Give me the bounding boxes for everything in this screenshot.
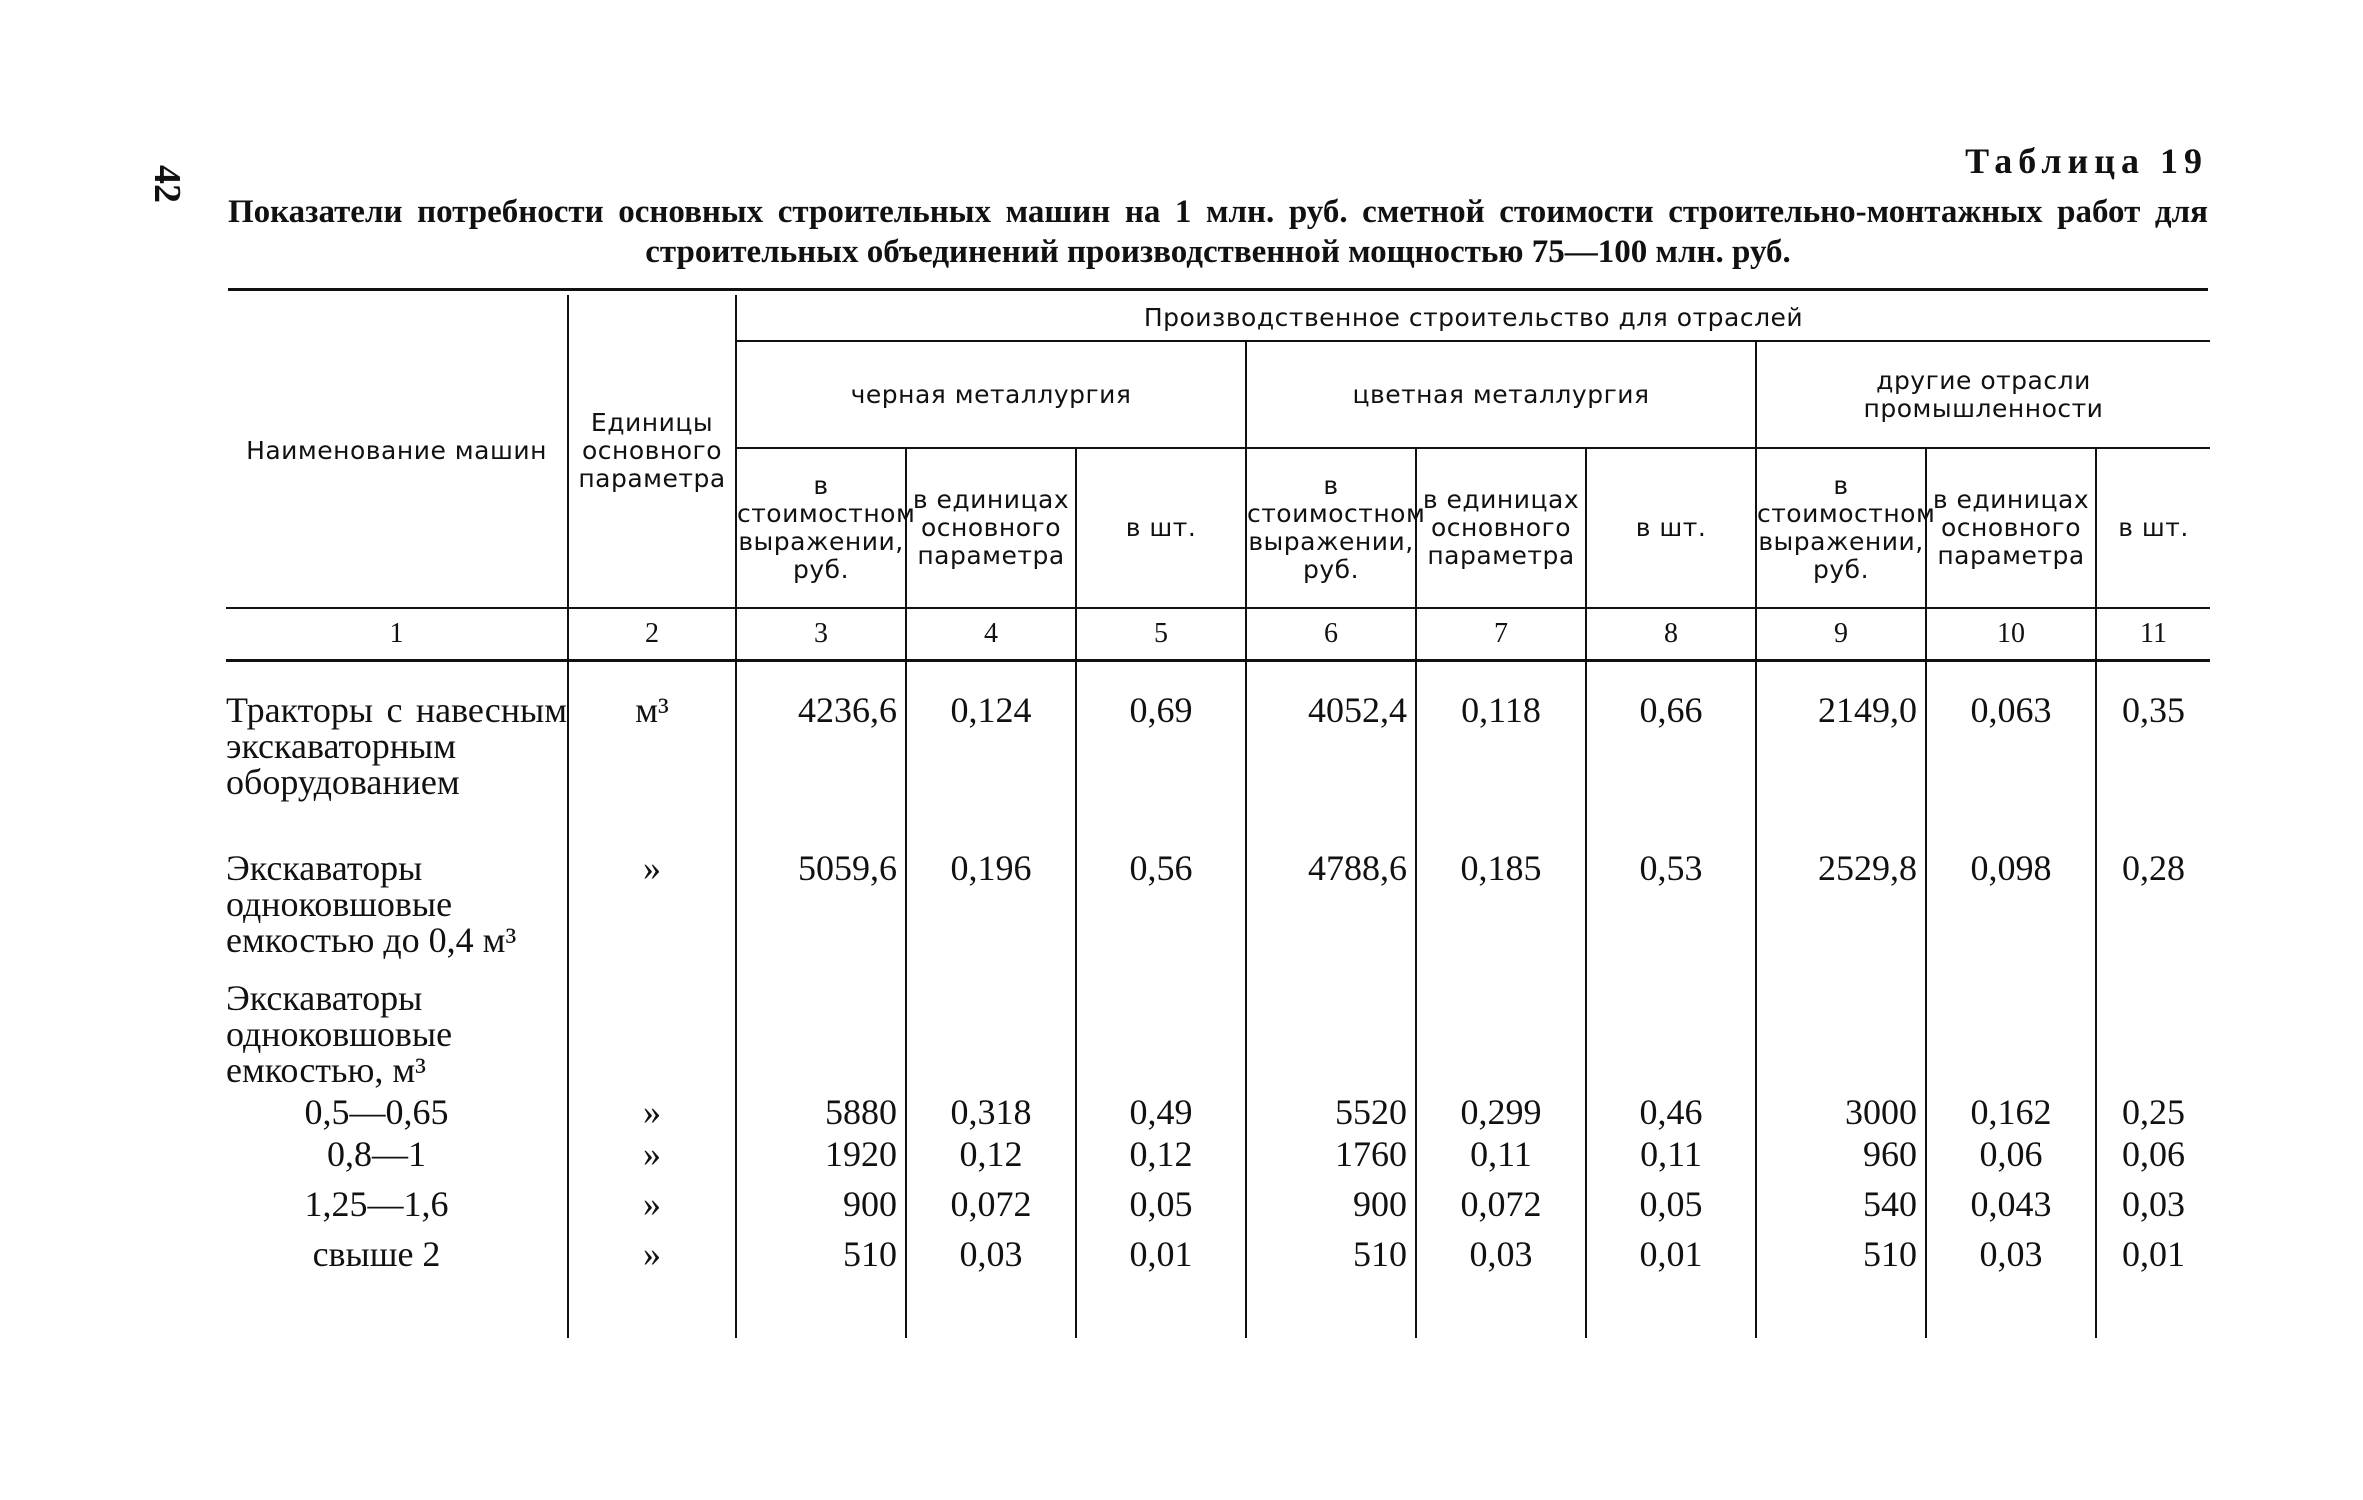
value-cell — [1586, 974, 1756, 1088]
value-cell: 0,072 — [1416, 1180, 1586, 1230]
value-cell: 0,118 — [1416, 686, 1586, 844]
header-group-nonferrous: цветная металлургия — [1246, 341, 1756, 448]
value-cell: 0,53 — [1586, 844, 1756, 974]
value-cell: 0,11 — [1416, 1130, 1586, 1180]
column-number: 11 — [2096, 608, 2210, 661]
value-cell — [1076, 974, 1246, 1088]
column-number: 9 — [1756, 608, 1926, 661]
value-cell: 0,35 — [2096, 686, 2210, 844]
header-col-units: в единицах основного параметра — [906, 448, 1076, 608]
header-unit: Единицы основного параметра — [568, 295, 736, 608]
unit-cell: м³ — [568, 686, 736, 844]
column-number: 6 — [1246, 608, 1416, 661]
value-cell — [906, 974, 1076, 1088]
header-col-pcs: в шт. — [2096, 448, 2210, 608]
value-cell: 0,06 — [1926, 1130, 2096, 1180]
column-number: 10 — [1926, 608, 2096, 661]
value-cell — [1416, 974, 1586, 1088]
unit-cell: » — [568, 1088, 736, 1130]
machine-name: 0,5—0,65 — [304, 1092, 449, 1132]
value-cell: 0,05 — [1076, 1180, 1246, 1230]
column-number: 1 — [226, 608, 568, 661]
table-label: Таблица 19 — [1965, 141, 2208, 181]
value-cell: 0,12 — [906, 1130, 1076, 1180]
value-cell: 0,05 — [1586, 1180, 1756, 1230]
machine-name: 0,8—1 — [327, 1134, 426, 1174]
machine-name: 1,25—1,6 — [304, 1184, 449, 1224]
value-cell: 0,56 — [1076, 844, 1246, 974]
header-col-cost: в стоимостном выражении, руб. — [736, 448, 906, 608]
header-col-cost: в стоимостном выражении, руб. — [1756, 448, 1926, 608]
value-cell: 510 — [1246, 1230, 1416, 1292]
table-row — [226, 1230, 2210, 1292]
value-cell: 0,063 — [1926, 686, 2096, 844]
value-cell: 0,124 — [906, 686, 1076, 844]
table-row — [226, 1130, 2210, 1180]
value-cell: 0,318 — [906, 1088, 1076, 1130]
unit-cell: » — [568, 844, 736, 974]
machine-name: Экскаваторы одноковшовые емкостью до 0,4 м³ — [226, 848, 517, 960]
value-cell: 0,69 — [1076, 686, 1246, 844]
value-cell: 0,196 — [906, 844, 1076, 974]
table-caption: Показатели потребности основных строительных машин на 1 млн. руб. сметной стоимости строительно-монтажных работ для строительных объединений производственной мощностью 75—100 млн. руб. — [228, 194, 2208, 270]
table-row — [226, 974, 2210, 1088]
value-cell: 0,06 — [2096, 1130, 2210, 1180]
value-cell: 2149,0 — [1756, 686, 1926, 844]
header-col-cost: в стоимостном выражении, руб. — [1246, 448, 1416, 608]
value-cell: 0,043 — [1926, 1180, 2096, 1230]
value-cell — [2096, 974, 2210, 1088]
value-cell: 0,49 — [1076, 1088, 1246, 1130]
value-cell: 0,46 — [1586, 1088, 1756, 1130]
header-col-pcs: в шт. — [1076, 448, 1246, 608]
table-row — [226, 1088, 2210, 1130]
unit-cell: » — [568, 1180, 736, 1230]
page-number: 42 — [146, 165, 188, 203]
top-rule — [228, 288, 2208, 291]
table-row — [226, 844, 2210, 974]
column-number: 2 — [568, 608, 736, 661]
unit-cell: » — [568, 1230, 736, 1292]
value-cell: 0,03 — [906, 1230, 1076, 1292]
value-cell: 0,01 — [2096, 1230, 2210, 1292]
header-name: Наименование машин — [226, 295, 568, 608]
value-cell: 0,185 — [1416, 844, 1586, 974]
value-cell: 0,28 — [2096, 844, 2210, 974]
value-cell: 960 — [1756, 1130, 1926, 1180]
table-row — [226, 1180, 2210, 1230]
value-cell: 0,098 — [1926, 844, 2096, 974]
machine-name: Экскаваторы одноковшовые емкостью, м³ — [226, 978, 453, 1090]
header-col-units: в единицах основного параметра — [1926, 448, 2096, 608]
value-cell — [1756, 974, 1926, 1088]
header-top-group: Производственное строительство для отраслей — [736, 295, 2210, 341]
value-cell: 3000 — [1756, 1088, 1926, 1130]
value-cell: 5880 — [736, 1088, 906, 1130]
value-cell: 0,25 — [2096, 1088, 2210, 1130]
value-cell: 0,072 — [906, 1180, 1076, 1230]
value-cell: 0,11 — [1586, 1130, 1756, 1180]
value-cell: 0,01 — [1586, 1230, 1756, 1292]
machine-name: свыше 2 — [312, 1234, 441, 1274]
value-cell: 1920 — [736, 1130, 906, 1180]
column-number: 3 — [736, 608, 906, 661]
value-cell: 0,299 — [1416, 1088, 1586, 1130]
value-cell: 2529,8 — [1756, 844, 1926, 974]
column-number: 4 — [906, 608, 1076, 661]
value-cell: 0,03 — [2096, 1180, 2210, 1230]
value-cell: 4236,6 — [736, 686, 906, 844]
unit-cell: » — [568, 1130, 736, 1180]
column-number: 7 — [1416, 608, 1586, 661]
value-cell — [1246, 974, 1416, 1088]
value-cell: 900 — [736, 1180, 906, 1230]
header-col-pcs: в шт. — [1586, 448, 1756, 608]
value-cell: 0,66 — [1586, 686, 1756, 844]
value-cell — [1926, 974, 2096, 1088]
value-cell: 510 — [736, 1230, 906, 1292]
value-cell: 0,03 — [1416, 1230, 1586, 1292]
value-cell: 5059,6 — [736, 844, 906, 974]
value-cell: 4788,6 — [1246, 844, 1416, 974]
header-group-ferrous: черная металлургия — [736, 341, 1246, 448]
value-cell: 0,162 — [1926, 1088, 2096, 1130]
machine-name: Тракторы с навесным экскаваторным оборудованием — [226, 690, 567, 802]
column-number: 8 — [1586, 608, 1756, 661]
machines-table — [226, 295, 2210, 1338]
header-col-units: в единицах основного параметра — [1416, 448, 1586, 608]
value-cell: 5520 — [1246, 1088, 1416, 1130]
header-group-other: другие отрасли промышленности — [1756, 341, 2210, 448]
table-row — [226, 686, 2210, 844]
column-number: 5 — [1076, 608, 1246, 661]
value-cell: 540 — [1756, 1180, 1926, 1230]
value-cell: 900 — [1246, 1180, 1416, 1230]
value-cell: 510 — [1756, 1230, 1926, 1292]
value-cell: 4052,4 — [1246, 686, 1416, 844]
value-cell: 0,03 — [1926, 1230, 2096, 1292]
value-cell: 1760 — [1246, 1130, 1416, 1180]
value-cell — [736, 974, 906, 1088]
value-cell: 0,01 — [1076, 1230, 1246, 1292]
value-cell: 0,12 — [1076, 1130, 1246, 1180]
unit-cell — [568, 974, 736, 1088]
